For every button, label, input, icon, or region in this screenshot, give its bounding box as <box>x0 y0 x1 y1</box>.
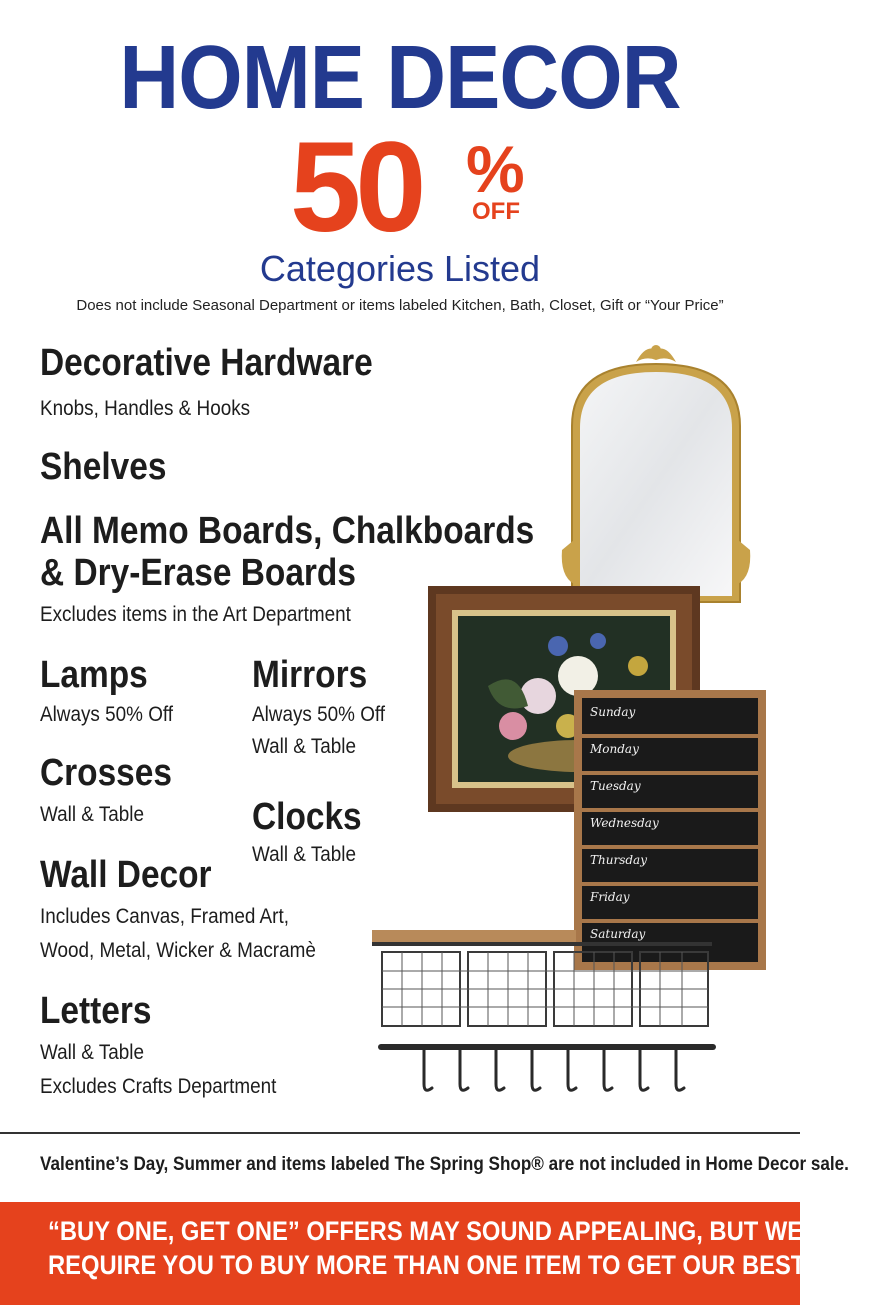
category-decorative-hardware-sub: Knobs, Handles & Hooks <box>40 397 251 420</box>
policy-banner-line2: REQUIRE YOU TO BUY MORE THAN ONE ITEM TO GET OUR BEST PRICE. <box>48 1250 892 1280</box>
category-memo-boards-title-line2: & Dry-Erase Boards <box>40 552 356 594</box>
page-title: HOME DECOR <box>119 28 681 128</box>
footer-divider <box>0 1132 800 1134</box>
category-crosses-sub: Wall & Table <box>40 803 145 826</box>
gold-mirror-image <box>558 340 754 610</box>
board-day-tuesday: Tuesday <box>590 779 641 793</box>
category-lamps-sub: Always 50% Off <box>40 703 174 726</box>
category-letters-sub1: Wall & Table <box>40 1041 145 1064</box>
category-mirrors-sub2: Wall & Table <box>252 735 357 758</box>
wall-shelf-baskets-image <box>372 926 724 1098</box>
subtitle: Categories Listed <box>259 248 541 289</box>
category-wall-decor-title: Wall Decor <box>40 854 212 896</box>
discount-off-label: OFF <box>472 198 520 225</box>
policy-banner <box>0 1202 892 1305</box>
discount-badge <box>290 116 550 259</box>
category-memo-boards-sub: Excludes items in the Art Department <box>40 603 351 626</box>
policy-banner-line1: “BUY ONE, GET ONE” OFFERS MAY SOUND APPEALING, BUT WE NEVER <box>48 1216 892 1246</box>
discount-percent-sign: % <box>466 132 525 206</box>
category-decorative-hardware-title: Decorative Hardware <box>40 342 373 384</box>
category-wall-decor-sub1: Includes Canvas, Framed Art, <box>40 905 289 928</box>
board-day-sunday: Sunday <box>590 705 636 719</box>
category-clocks-sub: Wall & Table <box>252 843 357 866</box>
category-clocks-title: Clocks <box>252 796 362 838</box>
discount-number: 50 <box>290 116 421 259</box>
category-letters-title: Letters <box>40 990 152 1032</box>
board-day-friday: Friday <box>590 890 630 904</box>
board-day-wednesday: Wednesday <box>590 816 659 830</box>
category-mirrors-sub1: Always 50% Off <box>252 703 386 726</box>
board-day-monday: Monday <box>590 742 639 756</box>
category-crosses-title: Crosses <box>40 752 172 794</box>
board-day-saturday: Saturday <box>590 927 646 941</box>
category-lamps-title: Lamps <box>40 654 148 696</box>
category-wall-decor-sub2: Wood, Metal, Wicker & Macramè <box>40 939 316 962</box>
category-mirrors-title: Mirrors <box>252 654 368 696</box>
disclaimer: Does not include Seasonal Department or items labeled Kitchen, Bath, Closet, Gift or “Your Price” <box>76 297 724 314</box>
category-memo-boards-title-line1: All Memo Boards, Chalkboards <box>40 510 535 552</box>
exclusion-note: Valentine’s Day, Summer and items labeled The Spring Shop® are not included in Home Decor sale. <box>40 1154 849 1175</box>
category-letters-sub2: Excludes Crafts Department <box>40 1075 277 1098</box>
board-day-thursday: Thursday <box>590 853 647 867</box>
category-shelves-title: Shelves <box>40 446 167 488</box>
